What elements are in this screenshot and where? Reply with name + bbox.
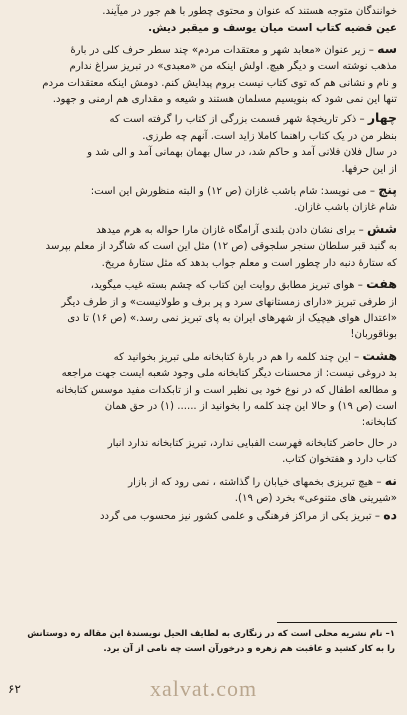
footnote: [8, 627, 395, 657]
intro-paragraph: [6, 4, 397, 37]
text-line: که ستارهٔ دنبه دار چطور است و معلم جواب بدهد که مثل ستارهٔ مریخ.: [101, 257, 397, 269]
section-heading: نه: [384, 472, 397, 488]
section-ten: [6, 507, 397, 525]
watermark: xalvat.com: [150, 676, 258, 701]
section-seven: [6, 276, 397, 344]
section-heading: شش: [367, 220, 397, 236]
section-heading: سه: [377, 40, 397, 56]
section-heading: هشت: [362, 347, 397, 363]
footnote-divider: [277, 622, 397, 623]
text-line: شام غازان باشب غازان.: [294, 202, 397, 214]
text-line: از طرفی تبریز «دارای زمستانهای سرد و پر برف و طولانیست» و از طرف دیگر: [61, 296, 397, 308]
text-line: و نام و نشانی هم که توی کتاب نیست بروم پیدایش کنم. دومش اینکه معتقدات مردم: [42, 77, 397, 89]
text-line: است (ص ۱۹) و حالا این چند کلمه را بخوانید از ...... (۱) در حق همان: [104, 400, 397, 412]
text-line: در حال حاضر کتابخانه فهرست الفبایی ندارد، تبریز کتابخانه ندارد انبار: [107, 437, 397, 449]
text-line: بد دروغی نیست: از محسنات دیگر کتابخانه ملی وجود شعبه ایست جهت مراجعه: [61, 368, 397, 380]
text-line: بنظر من در یک کتاب راهنما کاملا زاید است. آنهم چه طرزی.: [142, 130, 397, 142]
section-three: [6, 41, 397, 109]
footnote-line: ۱– نام نشریه محلی است که در زنگاری به لطایف الحیل نویسندهٔ این مقاله ره دوستانش: [27, 629, 395, 639]
page-number: ۶۲: [8, 682, 21, 696]
text-line: کتاب دارد و هفتخوان کتاب.: [282, 454, 397, 466]
text-line: خوانندگان متوجه هستند که عنوان و محتوی چطور با هم جور در میآیند.: [102, 6, 397, 17]
text-line: «اعتدال هوای هیچیک از شهرهای ایران به پای تبریز نمی رسد.» (ص ۱۶) تا دی: [67, 312, 397, 324]
text-line: – ذکر تاریخچهٔ شهر قسمت بزرگی از کتاب را گرفته است که: [109, 114, 365, 126]
section-five: [6, 182, 397, 217]
text-line: مذهب نوشته است و دیگر هیچ. اولش اینکه من «معبدی» در تبریز سراغ ندارم: [69, 61, 397, 73]
text-line: در سال فلان فلانی آمد و حاکم شد، در سال بهمان بهمانی آمد و الی شد و: [87, 147, 397, 159]
text-line: – هیچ تبریزی بخمهای خیابان را گذاشته ، نمی رود که از بازار: [128, 476, 382, 488]
text-line: – تبریز یکی از مراکز فرهنگی و علمی کشور نیز محسوب می گردد: [100, 511, 380, 523]
section-eight: [6, 348, 397, 432]
section-heading: هفت: [366, 276, 397, 292]
text-line: تنها این نمی شود که بنویسیم مسلمان هستند و شیعه و مقداری هم ارمنی و جهود.: [52, 94, 397, 106]
text-line: به گنبد قبر سلطان سنجر سلجوقی (ص ۱۲) مثل این است که شاگرد از معلم بپرسد: [45, 241, 397, 253]
text-line: – می نویسد: شام باشب غازان (ص ۱۲) و البته منظورش این است:: [90, 186, 375, 198]
section-six: [6, 221, 397, 272]
text-line: بوناقوربان!: [350, 329, 397, 341]
text-line: – هوای تبریز مطابق روایت این کتاب که چشم بسته غیب میگوید،: [90, 280, 363, 292]
section-heading: چهار: [367, 110, 397, 126]
section-nine: [6, 473, 397, 508]
text-line: از این حرفها.: [341, 163, 397, 175]
text-line: – این چند کلمه را هم در بارهٔ کتابخانه ملی تبریز بخوانید که: [113, 351, 360, 363]
text-line: کتابخانه:: [361, 417, 397, 429]
text-line: و مطالعه اطفال که در نوع خود بی نظیر است و از تابکدات مفید موسس کتابخانه: [55, 384, 397, 396]
text-line: – زیر عنوان «معابد شهر و معتقدات مردم» چند سطر حرف کلی در بارهٔ: [70, 44, 374, 56]
section-heading: ده: [383, 507, 397, 523]
section-heading: پنج: [378, 182, 397, 198]
page-body: [6, 4, 397, 526]
text-line: عین قضیه کتاب است میان یوسف و میقبر دیش.: [148, 22, 397, 35]
text-line: «شیرینی های متنوعی» بخرد (ص ۱۹).: [234, 492, 397, 504]
footnote-line: را به کار کشید و عاقبت هم زهره و درخورآن است چه نامی از آن برد.: [103, 644, 395, 654]
library-paragraph: [6, 436, 397, 469]
text-line: – برای نشان دادن بلندی آرامگاه غازان مارا حواله به هرم میدهد: [96, 224, 364, 236]
section-four: [6, 110, 397, 178]
